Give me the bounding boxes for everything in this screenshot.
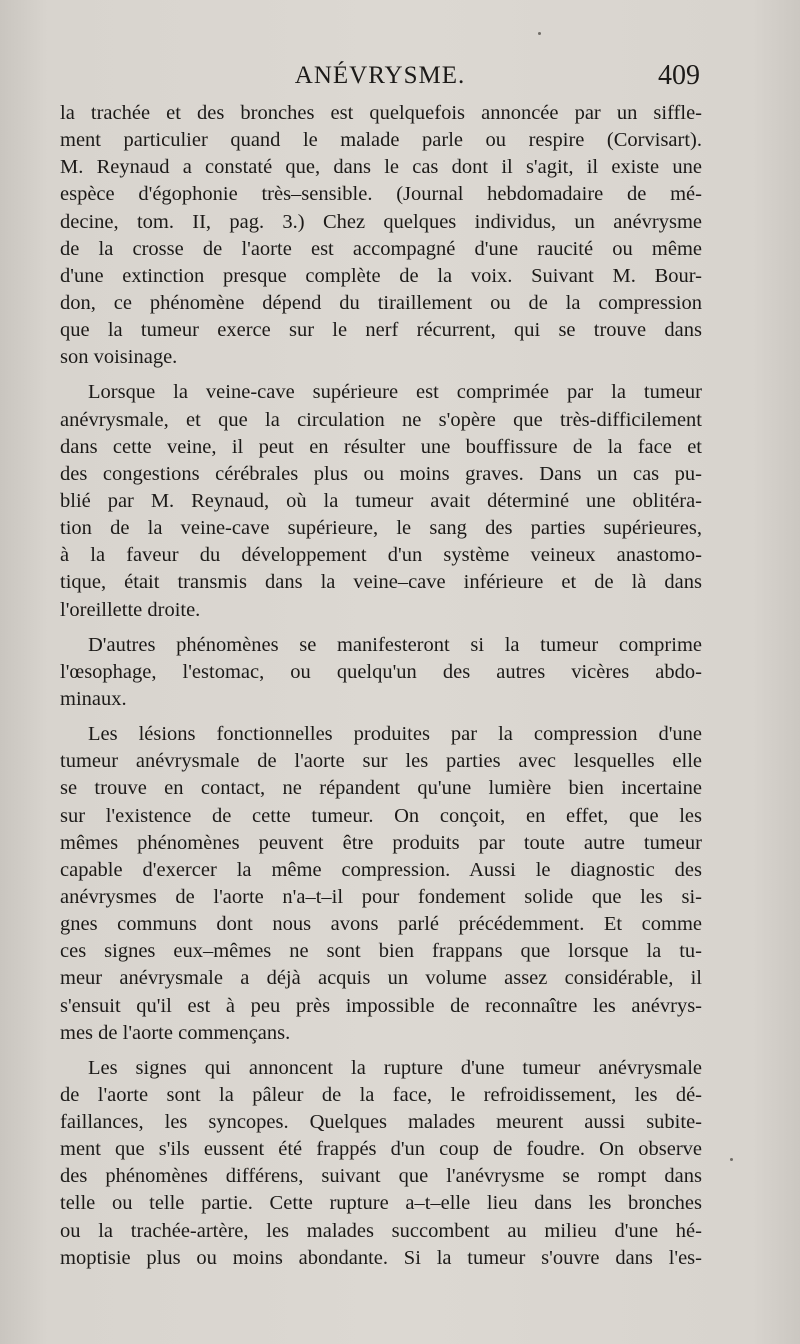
paper-speck xyxy=(730,1158,733,1161)
text-line: mes de l'aorte commençans. xyxy=(60,1021,291,1044)
paragraph xyxy=(60,100,702,371)
text-line: de la crosse de l'aorte est accompagné d'une raucité ou même xyxy=(60,237,702,260)
paragraph xyxy=(60,1055,702,1272)
text-line: ment particulier quand le malade parle ou respire (Corvisart). xyxy=(60,129,702,152)
text-line: la trachée et des bronches est quelquefois annoncée par un siffle- xyxy=(60,102,702,124)
text-line: M. Reynaud a constaté que, dans le cas dont il s'agit, il existe une xyxy=(60,156,702,179)
text-line: meur anévrysmale a déjà acquis un volume assez considérable, il xyxy=(60,967,702,990)
text-line: tique, était transmis dans la veine–cave inférieure et de là dans xyxy=(60,571,702,594)
text-line: anévrysmes de l'aorte n'a–t–il pour fondement solide que les si- xyxy=(60,885,702,908)
text-line: don, ce phénomène dépend du tiraillement ou de la compression xyxy=(60,291,702,314)
text-line: mêmes phénomènes peuvent être produits par toute autre tumeur xyxy=(60,831,702,854)
text-line: dans cette veine, il peut en résulter une bouffissure de la face et xyxy=(60,435,702,458)
text-line: l'œsophage, l'estomac, ou quelqu'un des autres vicères abdo- xyxy=(60,660,702,683)
text-line: decine, tom. II, pag. 3.) Chez quelques individus, un anévrysme xyxy=(60,210,702,233)
text-line: moptisie plus ou moins abondante. Si la tumeur s'ouvre dans l'es- xyxy=(60,1246,702,1269)
paragraph xyxy=(60,379,702,623)
text-line: se trouve en contact, ne répandent qu'une lumière bien incertaine xyxy=(60,777,702,800)
text-line: Les lésions fonctionnelles produites par la compression d'une xyxy=(88,723,702,746)
text-line: anévrysmale, et que la circulation ne s'opère que très-difficilement xyxy=(60,408,702,431)
text-line: ces signes eux–mêmes ne sont bien frappans que lorsque la tu- xyxy=(60,940,702,963)
text-line: l'oreillette droite. xyxy=(60,598,201,621)
running-title: ANÉVRYSME. xyxy=(294,62,466,89)
text-line: tion de la veine-cave supérieure, le sang des parties supérieures, xyxy=(60,517,702,540)
text-line: faillances, les syncopes. Quelques malades meurent aussi subite- xyxy=(60,1111,702,1134)
text-line: ment que s'ils eussent été frappés d'un coup de foudre. On observe xyxy=(60,1138,702,1161)
paragraph xyxy=(60,721,702,1047)
text-line: à la faveur du développement d'un système veineux anastomo- xyxy=(60,544,702,567)
text-line: blié par M. Reynaud, où la tumeur avait déterminé une oblitéra- xyxy=(60,489,702,512)
page-header xyxy=(60,60,700,100)
page-number: 409 xyxy=(658,60,700,91)
text-line: sur l'existence de cette tumeur. On conçoit, en effet, que les xyxy=(60,804,702,827)
body-text xyxy=(60,100,702,1272)
text-line: de l'aorte sont la pâleur de la face, le refroidissement, les dé- xyxy=(60,1083,702,1106)
text-line: Les signes qui annoncent la rupture d'une tumeur anévrysmale xyxy=(88,1056,702,1079)
text-line: Lorsque la veine-cave supérieure est comprimée par la tumeur xyxy=(88,381,702,404)
text-line: gnes communs dont nous avons parlé précédemment. Et comme xyxy=(60,913,702,936)
paragraph xyxy=(60,632,702,713)
text-line: capable d'exercer la même compression. Aussi le diagnostic des xyxy=(60,858,702,881)
text-line: espèce d'égophonie très–sensible. (Journal hebdomadaire de mé- xyxy=(60,183,702,206)
text-line: son voisinage. xyxy=(60,346,178,369)
text-line: minaux. xyxy=(60,687,127,710)
text-line: des congestions cérébrales plus ou moins graves. Dans un cas pu- xyxy=(60,462,702,485)
paper-speck xyxy=(538,32,541,35)
text-line: s'ensuit qu'il est à peu près impossible de reconnaître les anévrys- xyxy=(60,994,702,1017)
text-line: que la tumeur exerce sur le nerf récurrent, qui se trouve dans xyxy=(60,319,702,342)
text-line: D'autres phénomènes se manifesteront si la tumeur comprime xyxy=(88,633,702,656)
text-line: tumeur anévrysmale de l'aorte sur les parties avec lesquelles elle xyxy=(60,750,702,773)
text-line: des phénomènes différens, suivant que l'anévrysme se rompt dans xyxy=(60,1165,702,1188)
text-line: d'une extinction presque complète de la voix. Suivant M. Bour- xyxy=(60,264,702,287)
text-line: telle ou telle partie. Cette rupture a–t–elle lieu dans les bronches xyxy=(60,1192,702,1215)
text-line: ou la trachée-artère, les malades succombent au milieu d'une hé- xyxy=(60,1219,702,1242)
